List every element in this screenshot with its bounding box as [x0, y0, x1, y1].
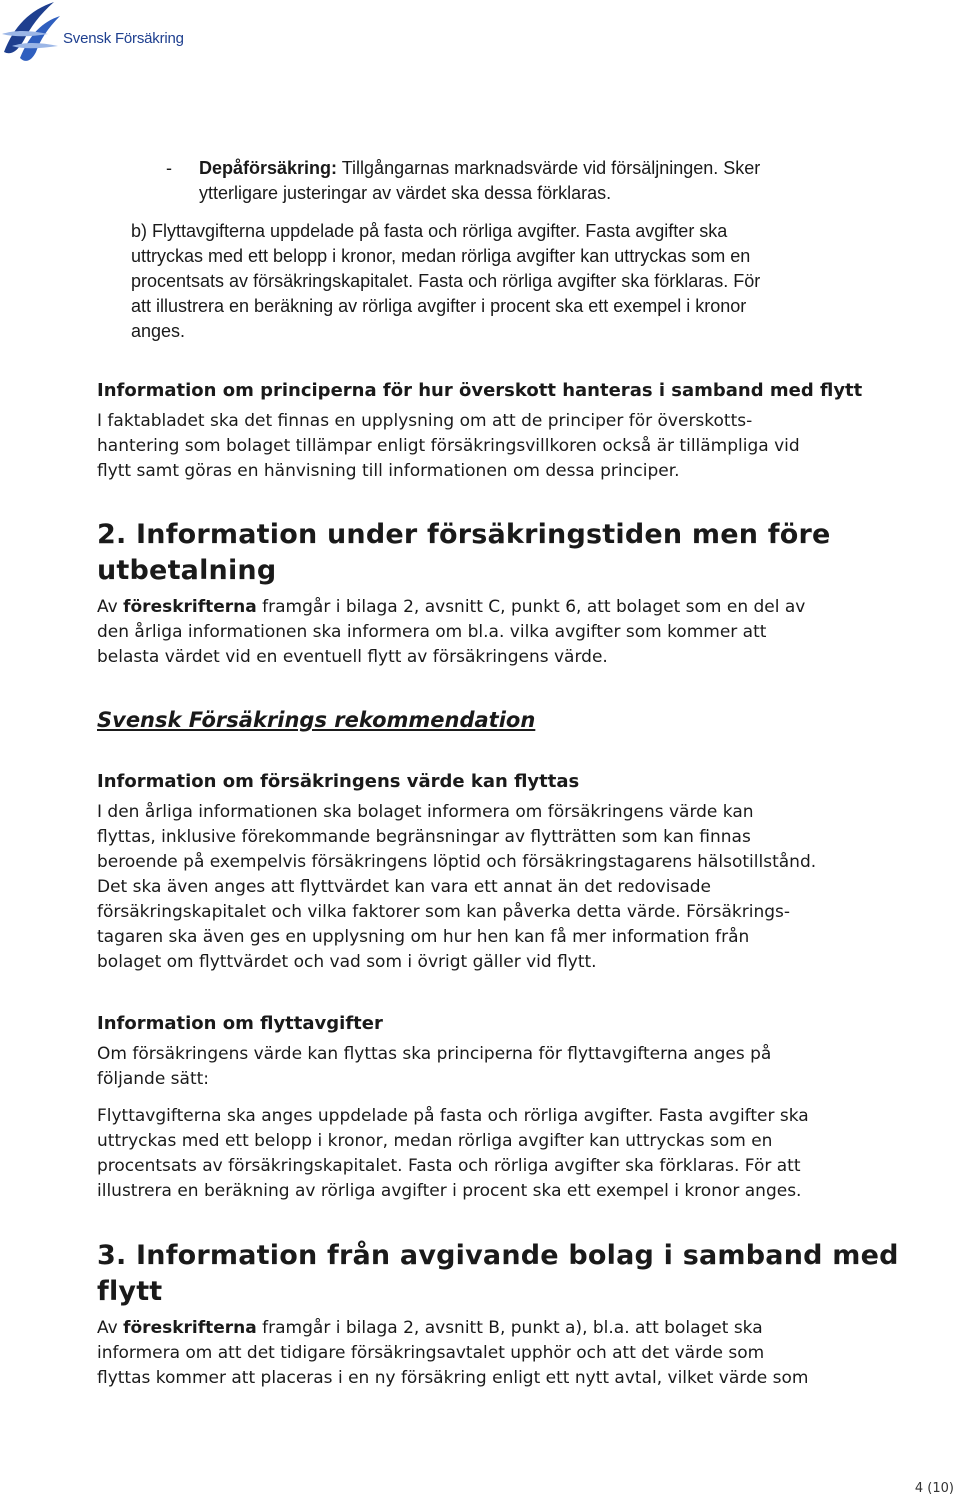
regulation-term: föreskrifterna [123, 597, 257, 617]
bullet-dash: - [166, 158, 172, 178]
text-line: den årliga informationen ska informera om bl.a. vilka avgifter som kommer att [97, 622, 767, 642]
text-line: Flyttavgifterna ska anges uppdelade på fasta och rörliga avgifter. Fasta avgifter ska [97, 1106, 809, 1126]
text-line: uttryckas med ett belopp i kronor, medan rörliga avgifter kan uttryckas som en [97, 1131, 773, 1151]
text-line: beroende på exempelvis försäkringens löptid och försäkringstagarens hälsotillstånd. [97, 852, 817, 872]
text-line: följande sätt: [97, 1069, 210, 1089]
bullet-term: Depåförsäkring: [199, 158, 338, 178]
section-2-paragraph: Av föreskrifterna framgår i bilaga 2, avsnitt C, punkt 6, att bolaget som en del av den årliga informationen ska informera om bl.a. vilka avgifter som kommer att belasta värdet vid en eventuell flytt av försäkringens värde. [97, 595, 805, 670]
logo-text: Svensk Försäkring [63, 30, 184, 47]
text-line: flytt samt göras en hänvisning till informationen om dessa principer. [97, 461, 680, 481]
section-3-title: 3. Information från avgivande bolag i samband med flytt [97, 1240, 899, 1307]
fees-paragraph [97, 1104, 809, 1204]
text-line: I faktabladet ska det finnas en upplysning om att de principer för överskotts- [97, 411, 753, 431]
bullet-text: Tillgångarnas marknadsvärde vid försäljningen. Sker [337, 158, 761, 178]
text-line: uttryckas med ett belopp i kronor, medan rörliga avgifter kan uttryckas som en [131, 246, 751, 266]
surplus-paragraph [97, 409, 800, 484]
value-heading: Information om försäkringens värde kan flyttas [97, 771, 580, 792]
surplus-heading: Information om principerna för hur överskott hanteras i samband med flytt [97, 380, 863, 401]
recommendation-title: Svensk Försäkrings rekommendation [97, 708, 536, 732]
paragraph-b [131, 219, 760, 344]
text-line: bolaget om flyttvärdet och vad som i övrigt gäller vid flytt. [97, 952, 597, 972]
text-line: flyttas, inklusive förekommande begränsningar av flytträtten som kan finnas [97, 827, 751, 847]
regulation-term: föreskrifterna [123, 1318, 257, 1338]
page-number: 4 (10) [914, 1481, 954, 1496]
value-paragraph [97, 800, 816, 975]
section-2-title: 2. Information under försäkringstiden men före utbetalning [97, 519, 831, 586]
bullet-item [199, 156, 760, 206]
text-line: tagaren ska även ges en upplysning om hur hen kan få mer information från [97, 927, 750, 947]
text-line: Det ska även anges att flyttvärdet kan vara ett annat än det redovisade [97, 877, 711, 897]
text-line: b) Flyttavgifterna uppdelade på fasta och rörliga avgifter. Fasta avgifter ska [131, 221, 728, 241]
text-line: I den årliga informationen ska bolaget informera om försäkringens värde kan [97, 802, 754, 822]
text-line: hantering som bolaget tillämpar enligt försäkringsvillkoren också är tillämpliga vid [97, 436, 800, 456]
text-line: Om försäkringens värde kan flyttas ska principerna för flyttavgifterna anges på [97, 1044, 772, 1064]
text-line: försäkringskapitalet och vilka faktorer som kan påverka detta värde. Försäkrings- [97, 902, 791, 922]
text-line: procentsats av försäkringskapitalet. Fasta och rörliga avgifter ska förklaras. För [131, 271, 761, 291]
text-line: informera om att det tidigare försäkringsavtalet upphör och att det värde som [97, 1343, 765, 1363]
text-line: illustrera en beräkning av rörliga avgifter i procent ska ett exempel i kronor anges. [97, 1181, 802, 1201]
text-line: belasta värdet vid en eventuell flytt av försäkringens värde. [97, 647, 608, 667]
section-3-paragraph: Av föreskrifterna framgår i bilaga 2, avsnitt B, punkt a), bl.a. att bolaget ska informera om att det tidigare försäkringsavtalet upphör och att det värde som flyttas kommer att placeras i en ny försäkring enligt ett nytt avtal, vilket värde som [97, 1316, 808, 1391]
text-line: anges. [131, 321, 186, 341]
bullet-text-line2: ytterligare justeringar av värdet ska dessa förklaras. [199, 183, 612, 203]
fees-intro [97, 1042, 771, 1092]
text-line: att illustrera en beräkning av rörliga avgifter i procent ska ett exempel i kronor [131, 296, 747, 316]
text-line: flyttas kommer att placeras i en ny försäkring enligt ett nytt avtal, vilket värde som [97, 1368, 809, 1388]
text-line: procentsats av försäkringskapitalet. Fasta och rörliga avgifter ska förklaras. För att [97, 1156, 801, 1176]
fees-heading: Information om flyttavgifter [97, 1013, 383, 1034]
logo-mark-icon [0, 0, 62, 66]
company-logo [0, 0, 184, 70]
